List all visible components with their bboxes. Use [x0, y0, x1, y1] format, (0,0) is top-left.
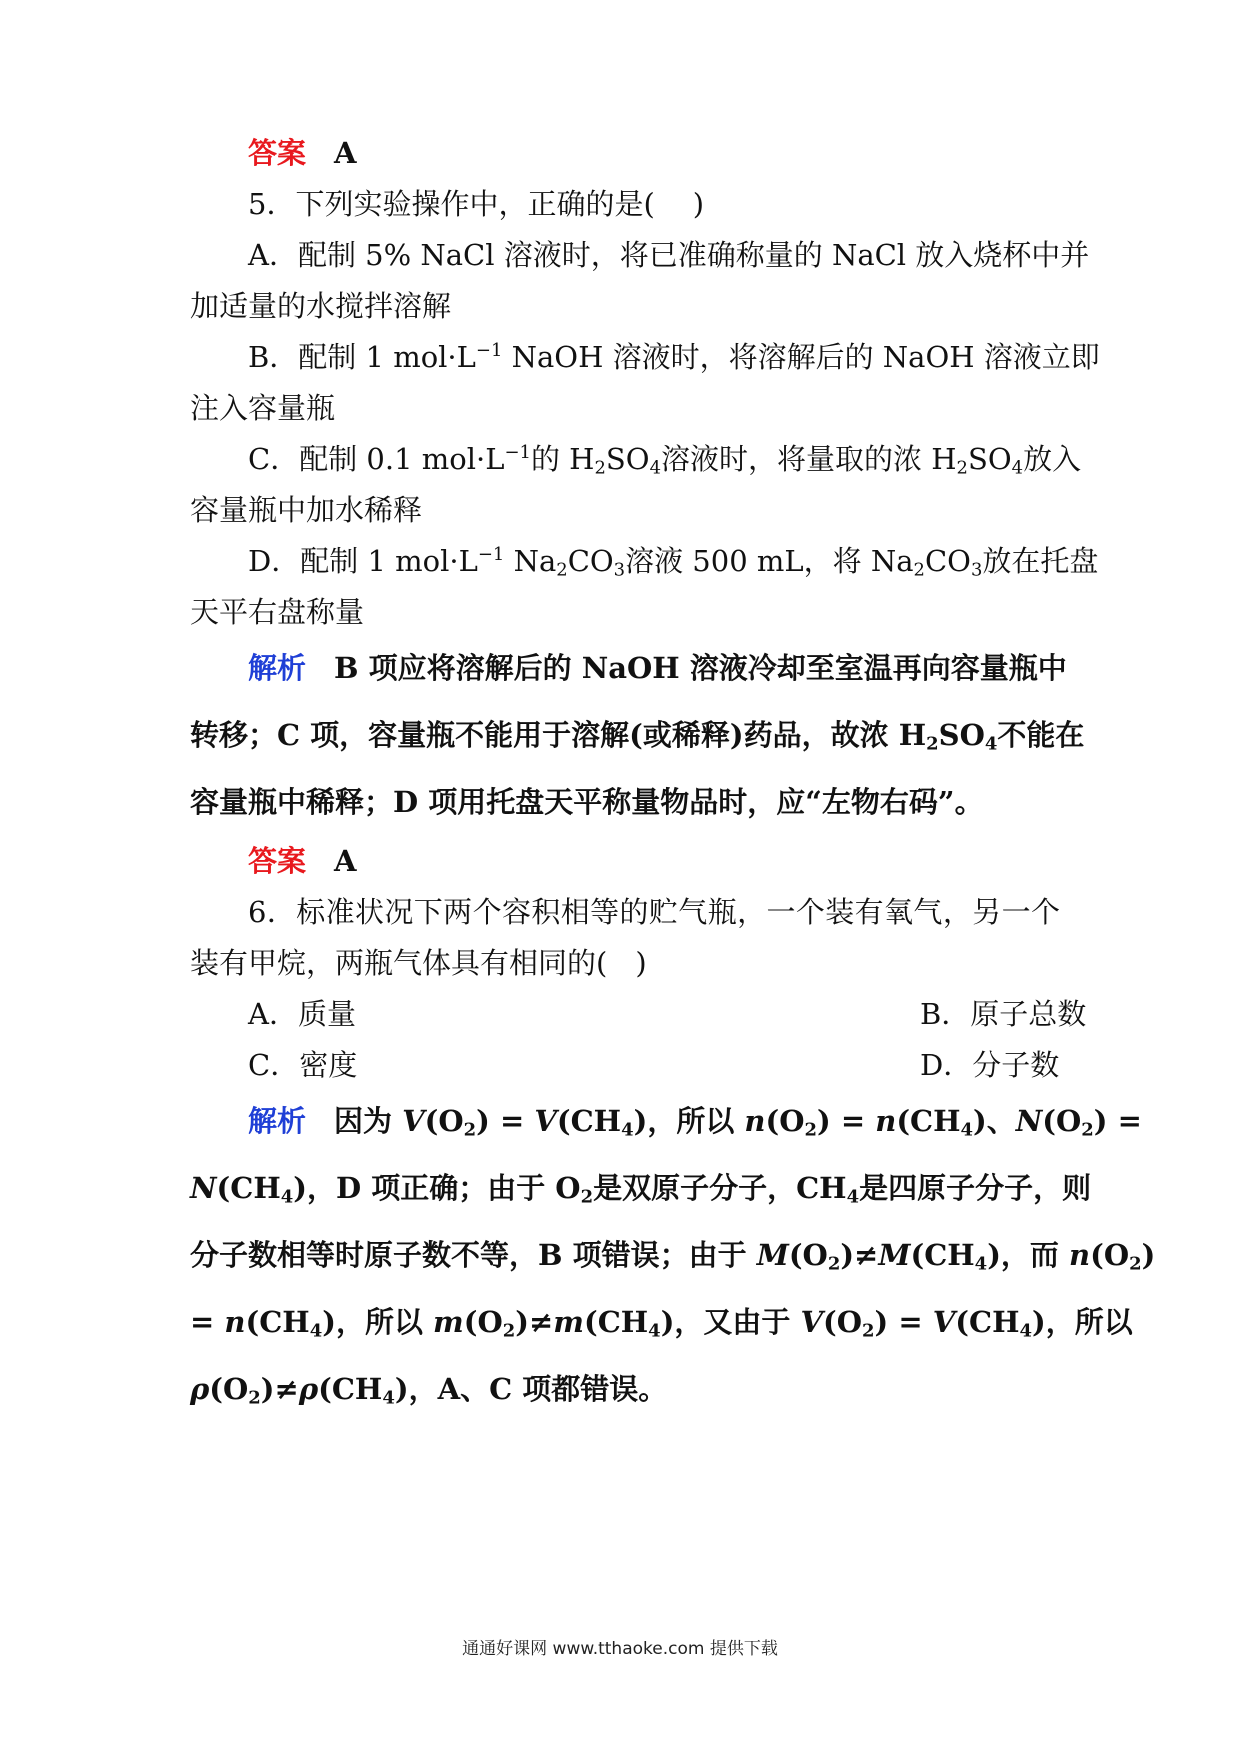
analysis-5-line-1: 解析 B 项应将溶解后的 NaOH 溶液冷却至室温再向容量瓶中	[248, 651, 1067, 685]
question-5-option-a-cont: 加适量的水搅拌溶解	[190, 289, 452, 323]
answer-label: 答案	[248, 136, 307, 170]
question-6-options-cd	[248, 1045, 1060, 1085]
option-c: C．密度	[248, 1048, 358, 1082]
answer-value: A	[334, 844, 357, 878]
analysis-6-line-5: $\rho(O_2)\ne\rho(CH_4)$，A、C 项都错误。	[190, 1372, 668, 1409]
analysis-6-line-4: = $n(CH_4)$，所以 $m(O_2)\ne m(CH_4)$，又由于 $V(O_2) = V(CH_4)$，所以	[190, 1305, 1133, 1342]
question-5-option-c: C．配制 0.1 $mol\cdot L^{-1}$的 $H_2SO_4$溶液时，将量取的浓 $H_2SO_4$放入	[248, 442, 1082, 479]
option-d: D．分子数	[920, 1048, 1060, 1082]
page-footer: 通通好课网 www.tthaoke.com 提供下载	[462, 1639, 778, 1659]
question-5-option-c-cont: 容量瓶中加水稀释	[190, 493, 423, 527]
answer-label: 答案	[248, 844, 307, 878]
analysis-5-line-3: 容量瓶中稀释；D 项用托盘天平称量物品时，应“左物右码”。	[190, 785, 984, 819]
analysis-6-line-1: 解析 因为 $V(O_2) = V(CH_4)$，所以 $n(O_2) = n(CH_4)$、$N(O_2)$ =	[248, 1104, 1142, 1141]
question-5-option-d: D．配制 1 $mol\cdot L^{-1}$ $Na_2CO_3$溶液 500 mL，将 $Na_2CO_3$放在托盘	[248, 544, 1099, 581]
option-b: B．原子总数	[920, 997, 1087, 1031]
question-5-stem: 5．下列实验操作中，正确的是( )	[248, 187, 705, 221]
question-6-stem: 6．标准状况下两个容积相等的贮气瓶，一个装有氧气，另一个	[248, 895, 1060, 929]
question-5-option-d-cont: 天平右盘称量	[190, 595, 365, 629]
answer-value: A	[334, 136, 357, 170]
question-6-stem-cont: 装有甲烷，两瓶气体具有相同的( )	[190, 946, 647, 980]
analysis-label: 解析	[248, 1104, 307, 1138]
analysis-6-line-3: 分子数相等时原子数不等，B 项错误；由于 $M(O_2)\ne M(CH_4)$，而 $n(O_2)$	[190, 1238, 1156, 1275]
answer-line-1	[248, 133, 1060, 173]
answer-line-5	[248, 841, 1060, 881]
analysis-label: 解析	[248, 651, 307, 685]
question-5-option-b-cont: 注入容量瓶	[190, 391, 336, 425]
question-6-options-ab	[248, 994, 1087, 1034]
analysis-5-line-2: 转移；C 项，容量瓶不能用于溶解(或稀释)药品，故浓 $H_2SO_4$不能在	[190, 718, 1085, 755]
question-5-option-b: B．配制 1 $mol\cdot L^{-1}$ NaOH 溶液时，将溶解后的 NaOH 溶液立即	[248, 340, 1100, 374]
analysis-6-line-2: $N(CH_4)$，D 项正确；由于 $O_2$是双原子分子，$CH_4$是四原子分子，则	[190, 1171, 1092, 1208]
option-a: A．质量	[248, 997, 356, 1031]
question-5-option-a: A．配制 5% NaCl 溶液时，将已准确称量的 NaCl 放入烧杯中并	[248, 238, 1090, 272]
